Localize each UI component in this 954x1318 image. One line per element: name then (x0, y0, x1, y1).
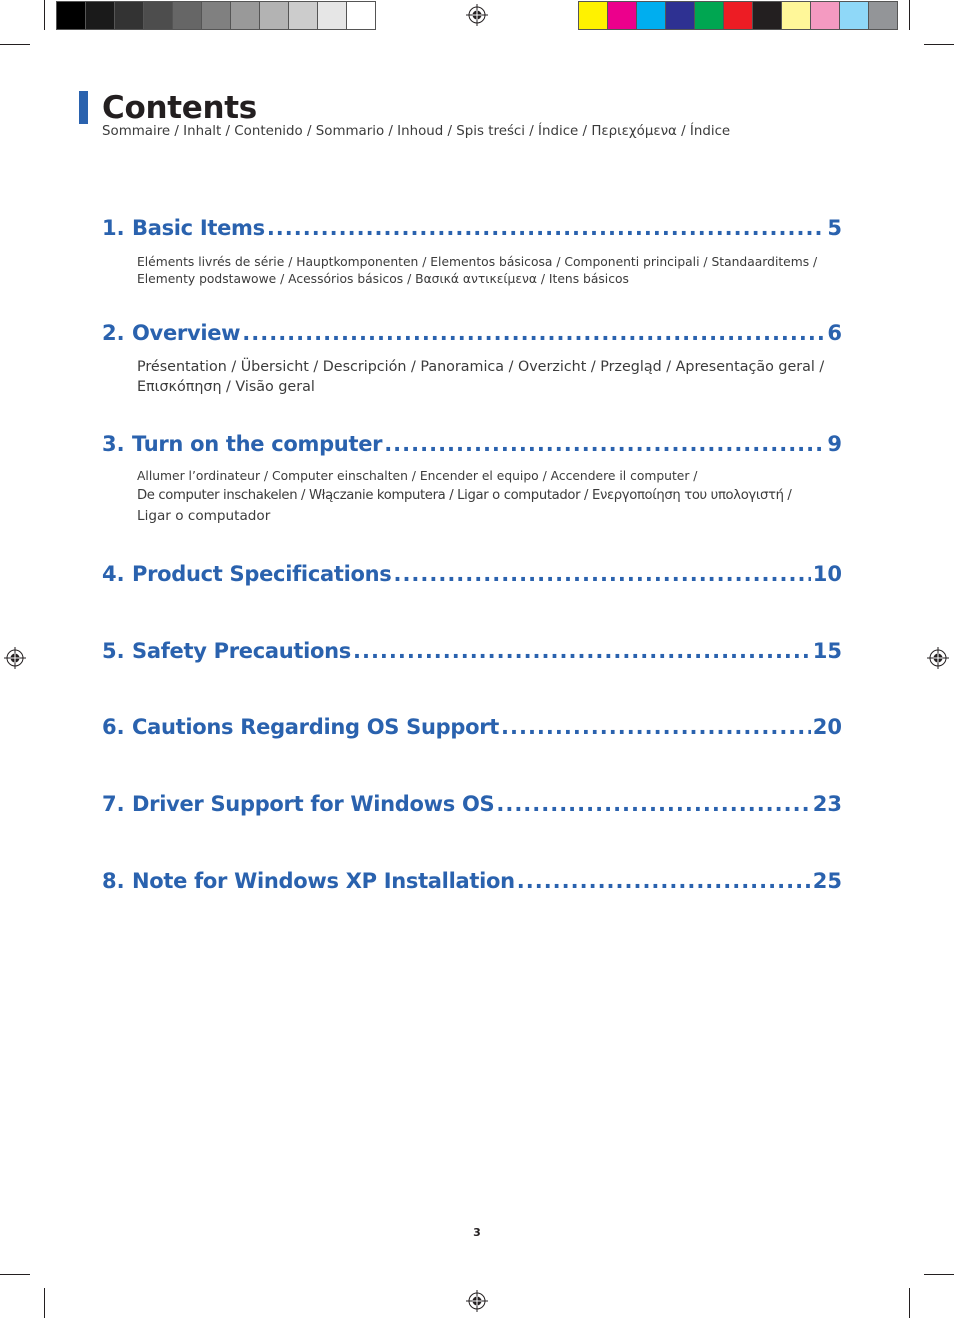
toc-leader-dots (353, 637, 811, 665)
crop-mark (0, 44, 30, 45)
crop-mark (909, 0, 910, 30)
toc-title[interactable]: Note for Windows XP Installation (132, 869, 515, 893)
color-swatch (840, 2, 869, 29)
color-swatch (724, 2, 753, 29)
toc-translation-line: Allumer l’ordinateur / Computer einschalten / Encender el equipo / Accendere il computer / (137, 469, 698, 483)
toc-title[interactable]: Overview (132, 321, 241, 345)
gray-swatch (144, 2, 173, 29)
toc-title[interactable]: Driver Support for Windows OS (132, 792, 495, 816)
toc-translation-line: Eléments livrés de série / Hauptkomponenten / Elementos básicosa / Componenti principali / Standaarditems / (137, 255, 818, 269)
page-title: Contents (102, 90, 257, 126)
toc-leader-dots (501, 713, 811, 741)
toc-title[interactable]: Turn on the computer (132, 432, 383, 456)
toc-number: 2. (102, 321, 125, 345)
registration-mark-icon (927, 647, 949, 669)
toc-page-number: 5 (827, 216, 842, 240)
page-number: 3 (473, 1226, 481, 1239)
toc-leader-dots (496, 790, 810, 818)
toc-page-number: 23 (812, 792, 842, 816)
toc-title[interactable]: Basic Items (132, 216, 265, 240)
toc-number: 3. (102, 432, 125, 456)
toc-translation-line: De computer inschakelen / Włączanie komputera / Ligar o computador / Ενεργοποίηση του υπολογιστή / (137, 488, 792, 503)
process-color-bar (578, 1, 898, 30)
color-swatch (753, 2, 782, 29)
gray-swatch (318, 2, 347, 29)
crop-mark (924, 44, 954, 45)
registration-mark-icon (466, 1290, 488, 1312)
crop-mark (924, 1274, 954, 1275)
gray-swatch (231, 2, 260, 29)
gray-swatch (202, 2, 231, 29)
toc-number: 7. (102, 792, 125, 816)
toc-leader-dots (384, 430, 825, 458)
toc-number: 1. (102, 216, 125, 240)
toc-page-number: 15 (812, 639, 842, 663)
gray-swatch (115, 2, 144, 29)
toc-page-number: 20 (812, 715, 842, 739)
toc-entry[interactable] (102, 867, 842, 895)
color-swatch (869, 2, 897, 29)
toc-leader-dots (242, 319, 825, 347)
toc-page-number: 6 (827, 321, 842, 345)
toc-translations (137, 357, 842, 397)
toc-entry[interactable] (102, 713, 842, 741)
toc-translation-line: Ligar o computador (137, 508, 271, 524)
toc-leader-dots (517, 867, 811, 895)
color-swatch (579, 2, 608, 29)
color-swatch (637, 2, 666, 29)
toc-leader-dots (393, 560, 810, 588)
crop-mark (44, 0, 45, 30)
toc-translation-line: Επισκόπηση / Visão geral (137, 379, 315, 395)
toc-leader-dots (267, 214, 826, 242)
toc-page-number: 10 (812, 562, 842, 586)
color-swatch (782, 2, 811, 29)
toc-translation-line: Elementy podstawowe / Acessórios básicos / Βασικά αντικείμενα / Itens básicos (137, 272, 629, 286)
toc-title[interactable]: Cautions Regarding OS Support (132, 715, 500, 739)
color-swatch (811, 2, 840, 29)
toc-translation-line: Présentation / Übersicht / Descripción / Panoramica / Overzicht / Przegląd / Apresentação geral / (137, 359, 825, 375)
toc-title[interactable]: Safety Precautions (132, 639, 351, 663)
toc-entry[interactable] (102, 214, 842, 288)
toc-title[interactable]: Product Specifications (132, 562, 392, 586)
gray-swatch (289, 2, 318, 29)
toc-entry[interactable] (102, 560, 842, 588)
gray-swatch (86, 2, 115, 29)
gray-swatch (260, 2, 289, 29)
crop-mark (909, 1288, 910, 1318)
crop-mark (0, 1274, 30, 1275)
crop-mark (44, 1288, 45, 1318)
toc-number: 5. (102, 639, 125, 663)
registration-mark-icon (4, 647, 26, 669)
toc-page-number: 9 (827, 432, 842, 456)
toc-entry[interactable] (102, 319, 842, 397)
toc-entry[interactable] (102, 430, 842, 526)
toc-number: 6. (102, 715, 125, 739)
color-swatch (695, 2, 724, 29)
grayscale-color-bar (56, 1, 376, 30)
toc-number: 4. (102, 562, 125, 586)
toc-entry[interactable] (102, 637, 842, 665)
color-swatch (608, 2, 637, 29)
toc-entry[interactable] (102, 790, 842, 818)
toc-page-number: 25 (812, 869, 842, 893)
page-subtitle: Sommaire / Inhalt / Contenido / Sommario / Inhoud / Spis treści / Índice / Περιεχόμενα / Índice (102, 124, 731, 139)
gray-swatch (173, 2, 202, 29)
registration-mark-icon (466, 4, 488, 26)
gray-swatch (347, 2, 375, 29)
color-swatch (666, 2, 695, 29)
toc-translations (137, 466, 842, 526)
title-accent-bar (79, 91, 88, 124)
gray-swatch (57, 2, 86, 29)
toc-number: 8. (102, 869, 125, 893)
toc-translations (137, 254, 842, 288)
